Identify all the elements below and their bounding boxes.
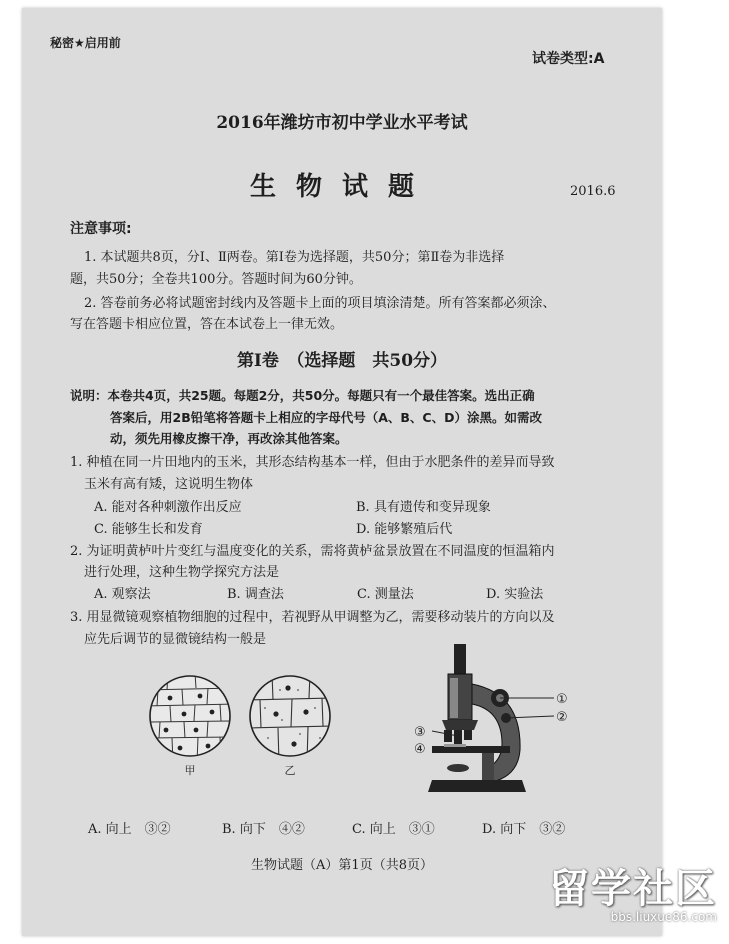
secret-mark: 秘密★启用前 (50, 36, 121, 50)
marker-1: ① (556, 692, 568, 707)
section-desc-line-3: 动，须先用橡皮擦干净，再改涂其他答案。 (110, 431, 348, 446)
section-desc-line-2: 答案后，用2B铅笔将答题卡上相应的字母代号（A、B、C、D）涂黑。如需改 (110, 410, 542, 425)
question-2-option-b: B. 调查法 (227, 587, 284, 602)
notice-heading: 注意事项: (70, 221, 132, 237)
question-1-line-2: 玉米有高有矮，这说明生物体 (84, 477, 254, 492)
cell-view-figure (140, 668, 340, 778)
notice-item-2-line-2: 写在答题卡相应位置，答在本试卷上一律无效。 (70, 317, 344, 332)
marker-3: ③ (414, 725, 426, 740)
page-footer: 生物试题（A）第1页（共8页） (251, 858, 433, 873)
question-2-option-a: A. 观察法 (94, 587, 151, 602)
question-1-line-1: 1. 种植在同一片田地内的玉米，其形态结构基本一样，但由于水肥条件的差异而导致 (70, 455, 555, 470)
watermark-logo: 留学社区 (549, 866, 717, 912)
question-1-option-d: D. 能够繁殖后代 (356, 522, 453, 537)
question-2-line-1: 2. 为证明黄栌叶片变红与温度变化的关系，需将黄栌盆景放置在不同温度的恒温箱内 (70, 544, 555, 559)
subject-title: 生物试题 (249, 172, 434, 202)
question-1-option-b: B. 具有遗传和变异现象 (356, 500, 491, 515)
label-jia: 甲 (184, 764, 196, 777)
section-heading: 第Ⅰ卷 （选择题 共50分） (236, 351, 448, 371)
question-3-line-2: 应先后调节的显微镜结构一般是 (84, 632, 267, 647)
notice-item-1-line-1: 1. 本试题共8页，分Ⅰ、Ⅱ两卷。第Ⅰ卷为选择题，共50分；第Ⅱ卷为非选择 (84, 250, 505, 265)
notice-item-1-line-2: 题，共50分；全卷共100分。答题时间为60分钟。 (70, 272, 362, 287)
marker-4: ④ (414, 742, 426, 757)
question-3-line-1: 3. 用显微镜观察植物细胞的过程中，若视野从甲调整为乙，需要移动装片的方向以及 (70, 610, 555, 625)
microscope-figure (392, 640, 602, 802)
question-3-option-a: A. 向上 ③② (88, 822, 171, 837)
question-1-option-c: C. 能够生长和发育 (94, 522, 203, 537)
exam-date: 2016.6 (570, 184, 616, 199)
question-2-line-2: 进行处理，这种生物学探究方法是 (84, 565, 280, 580)
notice-item-2-line-1: 2. 答卷前务必将试题密封线内及答题卡上面的项目填涂清楚。所有答案都必须涂、 (84, 296, 556, 311)
exam-title: 2016年潍坊市初中学业水平考试 (216, 113, 468, 133)
marker-2: ② (556, 710, 568, 725)
watermark-url: bbs.liuxue86.com (610, 910, 717, 924)
exam-page (22, 8, 662, 936)
question-2-option-d: D. 实验法 (486, 587, 544, 602)
label-yi: 乙 (284, 764, 296, 777)
section-desc-line-1: 说明：本卷共4页，共25题。每题2分，共50分。每题只有一个最佳答案。选出正确 (70, 388, 535, 403)
question-3-option-c: C. 向上 ③① (352, 822, 435, 837)
cell-view-jia (145, 673, 235, 763)
question-2-option-c: C. 测量法 (357, 587, 414, 602)
watermark (549, 857, 717, 924)
question-3-option-b: B. 向下 ④② (222, 822, 305, 837)
paper-type: 试卷类型:A (532, 51, 605, 67)
question-1-option-a: A. 能对各种刺激作出反应 (94, 500, 242, 515)
question-3-option-d: D. 向下 ③② (482, 822, 566, 837)
cell-view-yi (245, 673, 335, 763)
